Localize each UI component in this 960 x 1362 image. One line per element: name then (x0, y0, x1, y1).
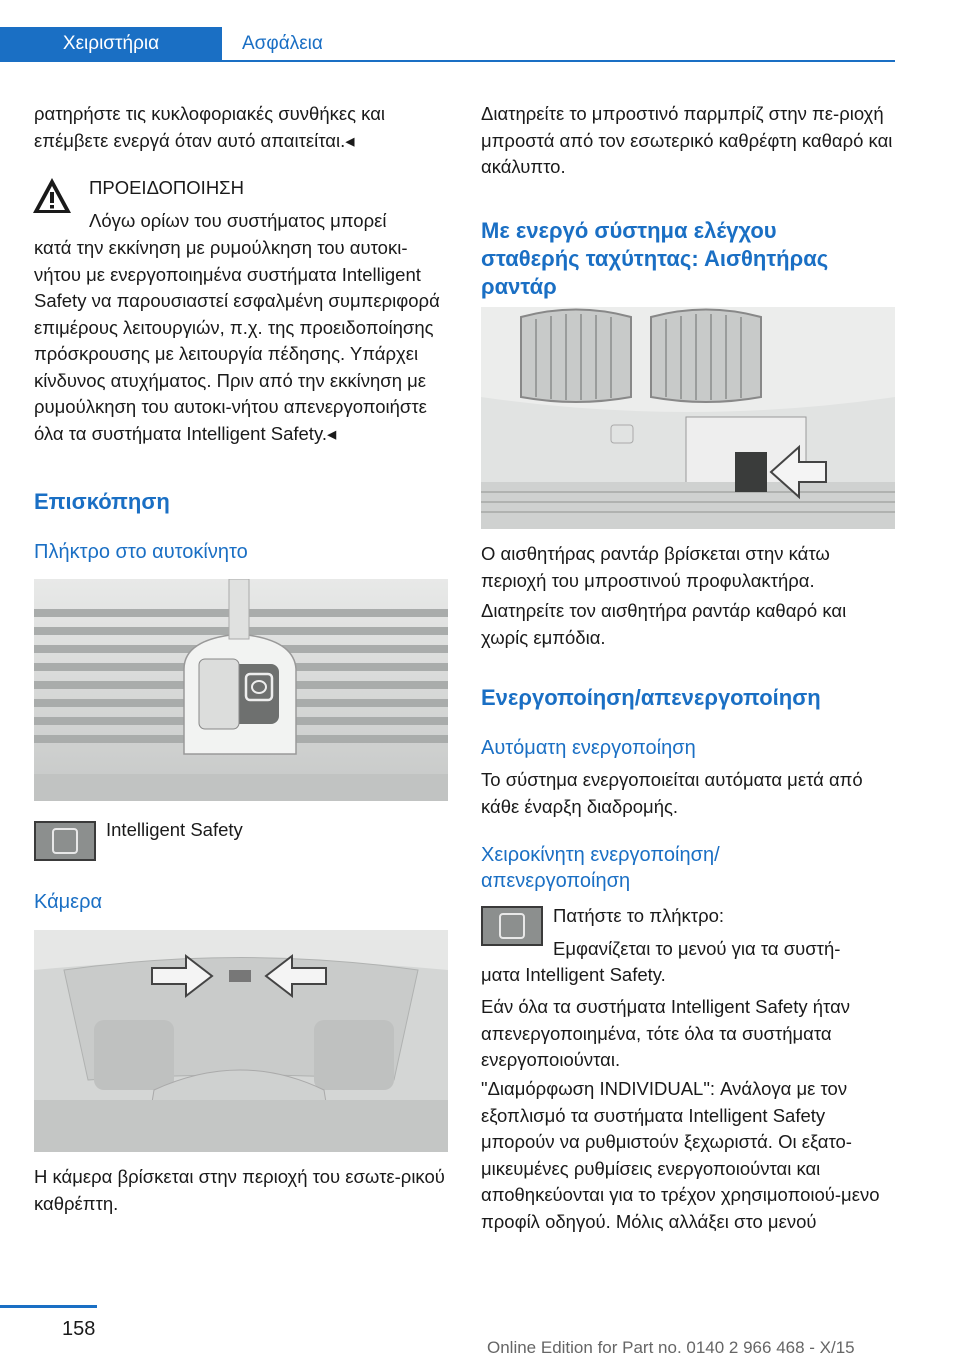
heading-button-in-car: Πλήκτρο στο αυτοκίνητο (34, 541, 248, 563)
auto-activation-text: Το σύστημα ενεργοποιείται αυτόματα μετά από κάθε έναρξη διαδρομής. (481, 769, 863, 817)
intelligent-safety-button-icon (34, 821, 96, 861)
radar-clean-text: Διατηρείτε τον αισθητήρα ραντάρ καθαρό και χωρίς εμπόδια. (481, 600, 847, 648)
heading-overview: Επισκόπηση (34, 489, 170, 514)
press-button-text: Πατήστε το πλήκτρο: (553, 905, 725, 926)
heading-activation: Ενεργοποίηση/απενεργοποίηση (481, 685, 821, 710)
windshield-text: Διατηρείτε το μπροστινό παρμπρίζ στην πε-ριοχή μπροστά από τον εσωτερικό καθρέφτη καθαρό και ακάλυπτο. (481, 103, 893, 177)
heading-manual-activation: Χειροκίνητη ενεργοποίηση/απενεργοποίηση (481, 844, 720, 892)
tab-controls[interactable]: Χειριστήρια (0, 27, 222, 60)
warning-icon (32, 177, 72, 215)
heading-camera: Κάμερα (34, 891, 103, 913)
footer-rule (0, 1305, 97, 1308)
button-figure (34, 579, 448, 801)
all-systems-text: Εάν όλα τα συστήματα Intelligent Safety ήταν απενεργοποιημένα, τότε όλα τα συστήματα ενεργοποιούνται. (481, 996, 851, 1070)
heading-radar-sensor: Με ενεργό σύστημα ελέγχου σταθερής ταχύτητας: Αισθητήρας ραντάρ (481, 218, 829, 299)
header-rule (0, 60, 895, 62)
warning-title: ΠΡΟΕΙΔΟΠΟΙΗΣΗ (89, 177, 244, 198)
menu-appears-text-a: Εμφανίζεται το μενού για τα συστή- (553, 938, 841, 959)
page-number: 158 (62, 1318, 96, 1340)
left-intro-text: ρατηρήστε τις κυκλοφοριακές συνθήκες και επέμβετε ενεργά όταν αυτό απαιτείται.◂ (34, 103, 386, 151)
header-tabs (0, 27, 323, 60)
warning-body: κατά την εκκίνηση με ρυμούλκηση του αυτοκι-νήτου με ενεργοποιημένα συστήματα Intelligent Safety να παρουσιαστεί εσφαλμένη συμπεριφορά επιμέρους λειτουργιών, π.χ. της προειδοποίησης πρόσκρουσης με λειτουργία πέδησης. Υπάρχει κίνδυνος ατυχήματος. Πριν από την εκκίνηση με ρυμούλκηση του αυτοκι-νήτου απενεργοποιήστε όλα τα συστήματα Intelligent Safety.◂ (34, 237, 440, 444)
radar-figure (481, 307, 895, 529)
intelligent-safety-label: Intelligent Safety (106, 819, 243, 840)
camera-caption: Η κάμερα βρίσκεται στην περιοχή του εσωτε-ρικού καθρέπτη. (34, 1166, 445, 1214)
heading-auto-activation: Αυτόματη ενεργοποίηση (481, 737, 696, 759)
radar-location-text: Ο αισθητήρας ραντάρ βρίσκεται στην κάτω περιοχή του μπροστινού προφυλακτήρα. (481, 543, 830, 591)
tab-safety[interactable]: Ασφάλεια (242, 32, 323, 54)
camera-figure (34, 930, 448, 1152)
individual-config-text: "Διαμόρφωση INDIVIDUAL": Ανάλογα με τον εξοπλισμό τα συστήματα Intelligent Safety μπορούν να ρυθμιστούν ξεχωριστά. Οι εξατο-μικευμένες ρυθμίσεις ενεργοποιούνται και αποθηκεύονται για το τρέχον χρησιμοποιού-μενο προφίλ οδηγού. Μόλις αλλάξει στο μενού (481, 1078, 880, 1232)
footer-edition: Online Edition for Part no. 0140 2 966 468 - X/15 (487, 1338, 855, 1357)
intelligent-safety-button-icon-2 (481, 906, 543, 946)
warning-first-line: Λόγω ορίων του συστήματος μπορεί (89, 210, 387, 231)
menu-appears-text-b: ματα Intelligent Safety. (481, 964, 666, 985)
